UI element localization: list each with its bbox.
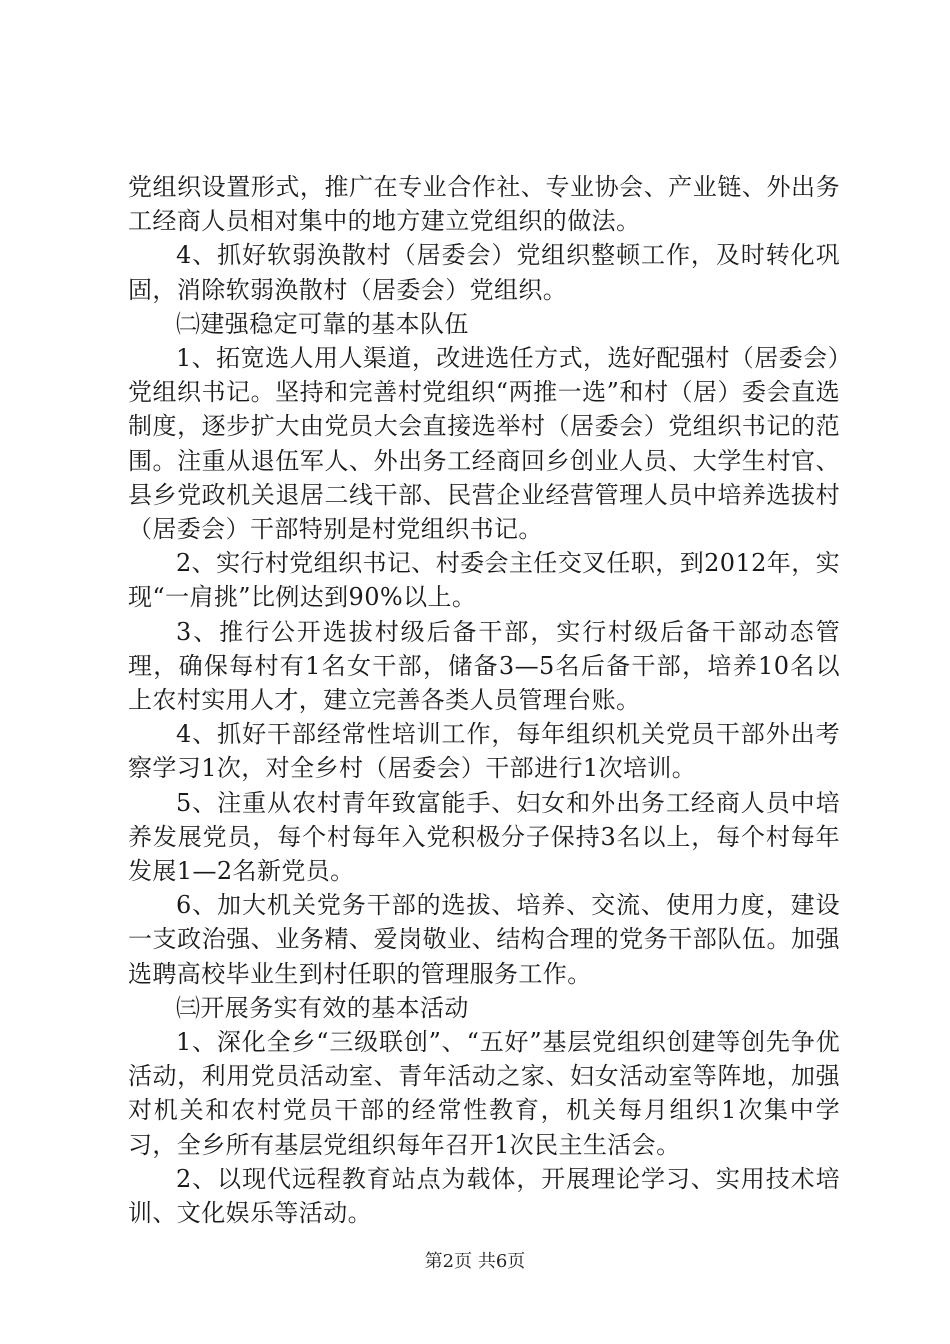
paragraph: 5、注重从农村青年致富能手、妇女和外出务工经商人员中培养发展党员，每个村每年入党积极分子保持3名以上，每个村每年发展1—2名新党员。 bbox=[128, 788, 840, 886]
paragraph: 1、拓宽选人用人渠道，改进选任方式，选好配强村（居委会）党组织书记。坚持和完善村党组织“两推一选”和村（居）委会直选制度，逐步扩大由党员大会直接选举村（居委会）党组织书记的范围。注重从退伍军人、外出务工经商回乡创业人员、大学生村官、县乡党政机关退居二线干部、民营企业经营管理人员中培养选拔村（居委会）干部特别是村党组织书记。 bbox=[128, 344, 840, 544]
paragraph: 2、实行村党组织书记、村委会主任交叉任职，到2012年，实现“一肩挑”比例达到90%以上。 bbox=[128, 549, 840, 612]
section-heading: ㈢开展务实有效的基本活动 bbox=[176, 993, 469, 1022]
paragraph: 4、抓好干部经常性培训工作，每年组织机关党员干部外出考察学习1次，对全乡村（居委会）干部进行1次培训。 bbox=[128, 720, 840, 783]
paragraph: 党组织设置形式，推广在专业合作社、专业协会、产业链、外出务工经商人员相对集中的地方建立党组织的做法。 bbox=[128, 173, 840, 236]
paragraph: 2、以现代远程教育站点为载体，开展理论学习、实用技术培训、文化娱乐等活动。 bbox=[128, 1164, 840, 1228]
paragraph: 3、推行公开选拔村级后备干部，实行村级后备干部动态管理，确保每村有1名女干部，储备3—5名后备干部，培养10名以上农村实用人才，建立完善各类人员管理台账。 bbox=[128, 617, 840, 715]
paragraph: 4、抓好软弱涣散村（居委会）党组织整顿工作，及时转化巩固，消除软弱涣散村（居委会）党组织。 bbox=[128, 241, 840, 304]
document-body bbox=[128, 170, 840, 1230]
page-number-footer: 第2页 共6页 bbox=[424, 1251, 526, 1272]
section-heading: ㈡建强稳定可靠的基本队伍 bbox=[176, 309, 469, 338]
paragraph: 1、深化全乡“三级联创”、“五好”基层党组织创建等创先争优活动，利用党员活动室、青年活动之家、妇女活动室等阵地，加强对机关和农村党员干部的经常性教育，机关每月组织1次集中学习，全乡所有基层党组织每年召开1次民主生活会。 bbox=[128, 1028, 840, 1159]
paragraph: 6、加大机关党务干部的选拔、培养、交流、使用力度，建设一支政治强、业务精、爱岗敬业、结构合理的党务干部队伍。加强选聘高校毕业生到村任职的管理服务工作。 bbox=[128, 891, 840, 988]
